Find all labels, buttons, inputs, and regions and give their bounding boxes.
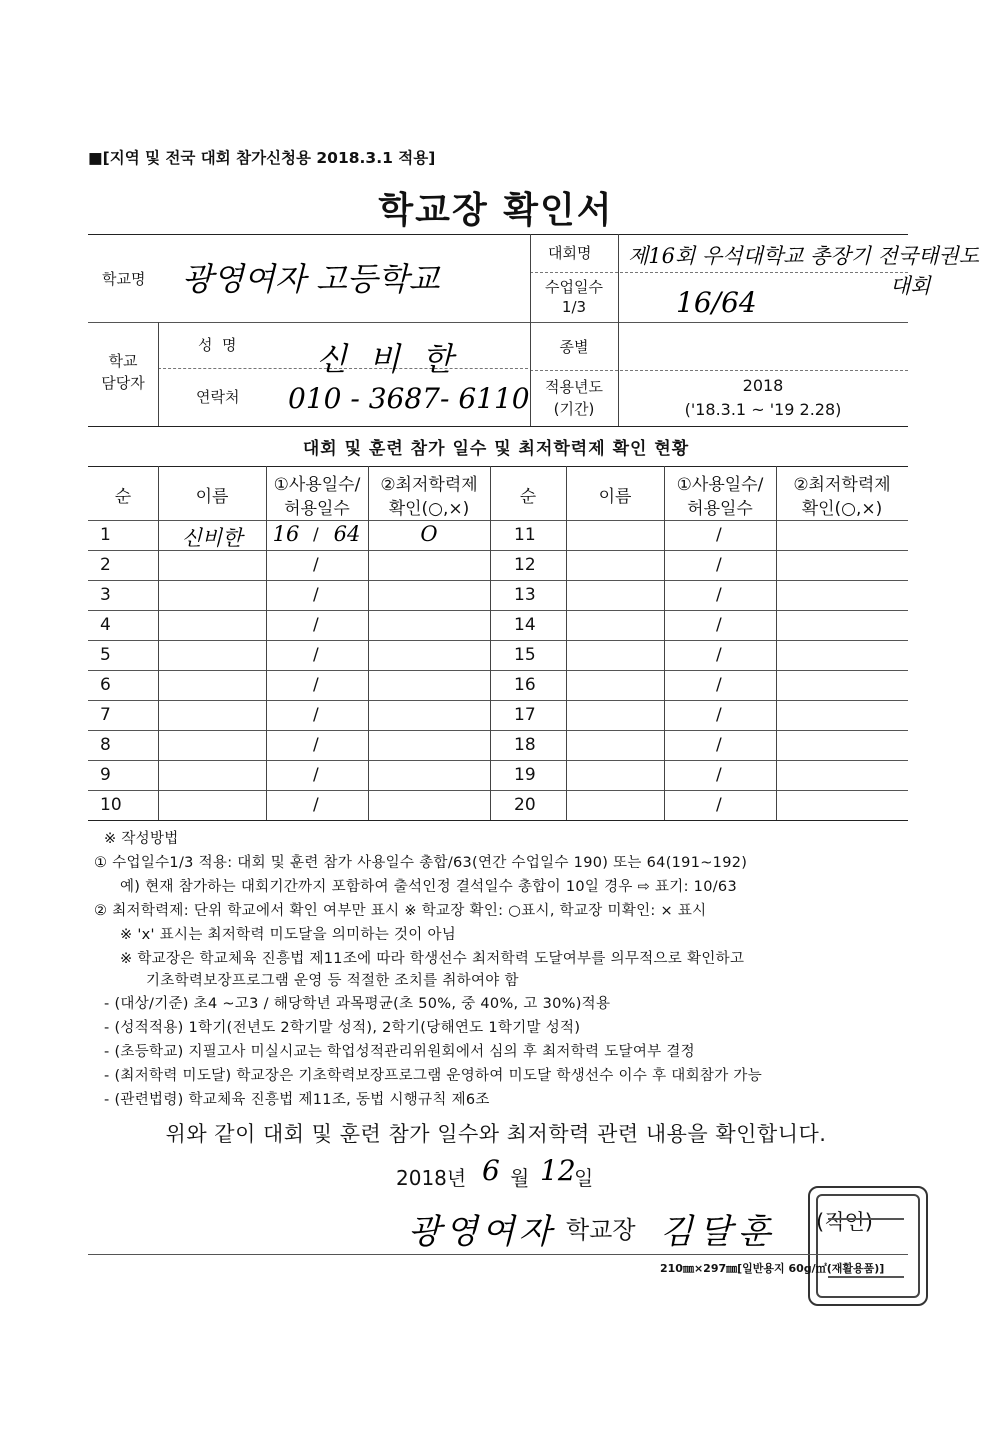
table-row-border — [88, 610, 908, 611]
row-no-right: 20 — [514, 795, 536, 815]
year-label-2: (기간) — [553, 400, 595, 418]
note-1a: ① 수업일수1/3 적용: 대회 및 훈련 참가 사용일수 총합/63(연간 수업일수 190) 또는 64(191~192) — [94, 855, 748, 871]
contact-value: 010 - 3687- 6110 — [288, 382, 530, 415]
row-slash: / — [313, 615, 319, 635]
row-no: 2 — [100, 555, 111, 575]
header-name: 이름 — [598, 487, 632, 507]
row-no: 10 — [100, 795, 122, 815]
row-check: O — [420, 522, 438, 546]
table-top-border — [88, 466, 908, 467]
class-days-value: 16/64 — [676, 286, 757, 319]
row-slash-right: / — [716, 705, 722, 725]
row-used: 16 — [272, 522, 300, 546]
row-slash: / — [313, 735, 319, 755]
table-row-border — [88, 640, 908, 641]
note-2c: ※ 학교장은 학교체육 진흥법 제11조에 따라 학생선수 최저학력 도달여부를 의무적으로 확인하고 — [120, 951, 745, 967]
confirm-statement: 위와 같이 대회 및 훈련 참가 일수와 최저학력 관련 내용을 확인합니다. — [165, 1122, 827, 1146]
competition-value-line2: 대회 — [890, 274, 931, 298]
row-slash: / — [313, 705, 319, 725]
row-no: 1 — [100, 525, 111, 545]
principal-label: 학교장 — [566, 1216, 636, 1244]
header-min-1: ②최저학력제 — [380, 475, 478, 495]
row-allowed: 64 — [333, 522, 361, 546]
info-year-divider — [530, 370, 908, 371]
table-header-border — [88, 520, 908, 521]
row-no-right: 18 — [514, 735, 536, 755]
table-row-border — [88, 790, 908, 791]
table-col-border — [490, 466, 491, 820]
manager-label-2: 담당자 — [101, 374, 145, 392]
row-slash-right: / — [716, 795, 722, 815]
info-vline-3 — [158, 322, 159, 426]
note-detail-4: - (최저학력 미도달) 학교장은 기초학력보장프로그램 운영하여 미도달 학생선수 이수 후 대회참가 가능 — [104, 1068, 763, 1084]
page-title: 학교장 확인서 — [378, 190, 614, 231]
row-no-right: 17 — [514, 705, 536, 725]
table-row-border — [88, 670, 908, 671]
table-col-border — [566, 466, 567, 820]
row-slash: / — [313, 585, 319, 605]
header-no: 순 — [114, 487, 132, 507]
note-detail-2: - (성적적용) 1학기(전년도 2학기말 성적), 2학기(당해연도 1학기말 성적) — [104, 1020, 581, 1036]
confirm-day-label: 일 — [574, 1166, 594, 1190]
row-slash-right: / — [716, 645, 722, 665]
row-no: 4 — [100, 615, 111, 635]
note-2d: 기초학력보장프로그램 운영 등 적절한 조치를 취하여야 함 — [146, 973, 519, 989]
row-no: 6 — [100, 675, 111, 695]
row-no-right: 11 — [514, 525, 536, 545]
row-slash: / — [313, 525, 319, 545]
row-no: 7 — [100, 705, 111, 725]
confirm-month-value: 6 — [482, 1154, 500, 1187]
row-no-right: 13 — [514, 585, 536, 605]
info-row-divider — [88, 322, 908, 323]
row-no: 8 — [100, 735, 111, 755]
school-value: 광영여자 고등학교 — [182, 260, 440, 298]
header-days-2: 허용일수 — [687, 499, 753, 519]
row-slash: / — [313, 795, 319, 815]
row-no-right: 19 — [514, 765, 536, 785]
note-2a: ② 최저학력제: 단위 학교에서 확인 여부만 표시 ※ 학교장 확인: ○표시, 학교장 미확인: × 표시 — [94, 903, 707, 919]
row-no-right: 14 — [514, 615, 536, 635]
form-notice: ■[지역 및 전국 대회 참가신청용 2018.3.1 적용] — [88, 149, 436, 167]
note-2b: ※ 'x' 표시는 최저학력 미도달을 의미하는 것이 아님 — [120, 927, 457, 943]
header-no: 순 — [519, 487, 537, 507]
competition-label: 대회명 — [548, 244, 592, 262]
row-name: 신비한 — [181, 526, 243, 550]
note-detail-3: - (초등학교) 지필고사 미실시교는 학업성적관리위원회에서 심의 후 최저학력 도달여부 결정 — [104, 1044, 695, 1060]
class-days-label: 수업일수 — [545, 278, 603, 296]
note-1b: 예) 현재 참가하는 대회기간까지 포함하여 출석인정 결석일수 총합이 10일 경우 ⇨ 표기: 10/63 — [120, 879, 737, 895]
competition-value-line1: 제16회 우석대학교 총장기 전국태권도 — [628, 244, 980, 268]
header-days-2: 허용일수 — [284, 499, 350, 519]
confirm-day-value: 12 — [540, 1154, 576, 1187]
note-detail-1: - (대상/기준) 초4 ~고3 / 해당학년 과목평균(초 50%, 중 40%, 고 30%)적용 — [104, 996, 611, 1012]
table-title: 대회 및 훈련 참가 일수 및 최저학력제 확인 현황 — [302, 439, 690, 459]
header-days-1: ①사용일수/ — [273, 475, 361, 495]
table-row-border — [88, 730, 908, 731]
principal-name: 김달훈 — [660, 1212, 777, 1252]
info-comp-divider — [530, 272, 908, 273]
note-detail-5: - (관련법령) 학교체육 진흥법 제11조, 동법 시행규칙 제6조 — [104, 1092, 490, 1108]
row-slash-right: / — [716, 525, 722, 545]
table-bottom-border — [88, 820, 908, 821]
info-bottom-border — [88, 426, 908, 427]
name-label: 성 명 — [198, 336, 237, 354]
table-col-border — [266, 466, 267, 820]
header-days-1: ①사용일수/ — [676, 475, 764, 495]
info-vline-2 — [618, 234, 619, 426]
row-slash-right: / — [716, 555, 722, 575]
row-slash: / — [313, 555, 319, 575]
class-days-fraction: 1/3 — [561, 298, 587, 316]
row-slash: / — [313, 765, 319, 785]
info-top-border — [88, 234, 908, 235]
row-slash: / — [313, 645, 319, 665]
table-col-border — [158, 466, 159, 820]
contact-label: 연락처 — [196, 388, 240, 406]
footer-line — [88, 1254, 908, 1255]
row-slash-right: / — [716, 675, 722, 695]
header-min-1: ②최저학력제 — [793, 475, 891, 495]
year-value-1: 2018 — [742, 376, 784, 395]
seal-label: (직인) — [816, 1210, 873, 1234]
row-no-right: 16 — [514, 675, 536, 695]
table-col-border — [776, 466, 777, 820]
confirm-year: 2018년 — [396, 1166, 467, 1190]
row-no: 9 — [100, 765, 111, 785]
table-row-border — [88, 760, 908, 761]
table-col-border — [368, 466, 369, 820]
name-value: 신 비 한 — [316, 340, 460, 378]
row-slash-right: / — [716, 585, 722, 605]
official-seal — [808, 1186, 928, 1306]
category-label: 종별 — [559, 338, 589, 356]
table-col-border — [664, 466, 665, 820]
header-min-2: 확인(○,×) — [388, 499, 470, 519]
school-label: 학교명 — [102, 270, 146, 288]
row-no-right: 12 — [514, 555, 536, 575]
confirm-school: 광영여자 — [408, 1212, 556, 1252]
year-label-1: 적용년도 — [545, 378, 603, 396]
notes-heading: ※ 작성방법 — [104, 831, 179, 847]
manager-label-1: 학교 — [108, 352, 138, 370]
confirm-month-label: 월 — [510, 1166, 530, 1190]
row-slash: / — [313, 675, 319, 695]
row-slash-right: / — [716, 735, 722, 755]
table-row-border — [88, 580, 908, 581]
table-row-border — [88, 700, 908, 701]
year-value-2: ('18.3.1 ~ '19 2.28) — [684, 400, 842, 419]
header-min-2: 확인(○,×) — [801, 499, 883, 519]
header-name: 이름 — [195, 487, 229, 507]
row-slash-right: / — [716, 615, 722, 635]
row-no: 5 — [100, 645, 111, 665]
row-slash-right: / — [716, 765, 722, 785]
row-no-right: 15 — [514, 645, 536, 665]
paper-spec: 210㎜×297㎜[일반용지 60g/㎡(재활용품)] — [660, 1262, 885, 1275]
row-no: 3 — [100, 585, 111, 605]
